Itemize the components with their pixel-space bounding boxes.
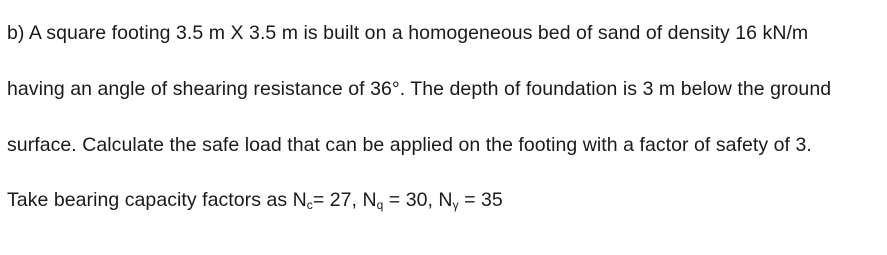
nc-value: = 27, N [312,189,377,211]
bearing-factors-intro: Take bearing capacity factors as N [7,189,307,211]
ngamma-value: = 35 [458,189,503,211]
question-line-1: b) A square footing 3.5 m X 3.5 m is built on a homogeneous bed of sand of density 16 kN/m [7,22,809,44]
ngamma-subscript: γ [452,198,459,212]
question-line-3: surface. Calculate the safe load that can be applied on the footing with a factor of safety of 3. [7,134,812,156]
question-line-2: having an angle of shearing resistance of 36°. The depth of foundation is 3 m below the ground [7,78,832,100]
question-line-4 [7,188,503,212]
nq-value: = 30, N [383,189,453,211]
nc-subscript: c [306,198,313,212]
nq-subscript: q [376,198,384,212]
